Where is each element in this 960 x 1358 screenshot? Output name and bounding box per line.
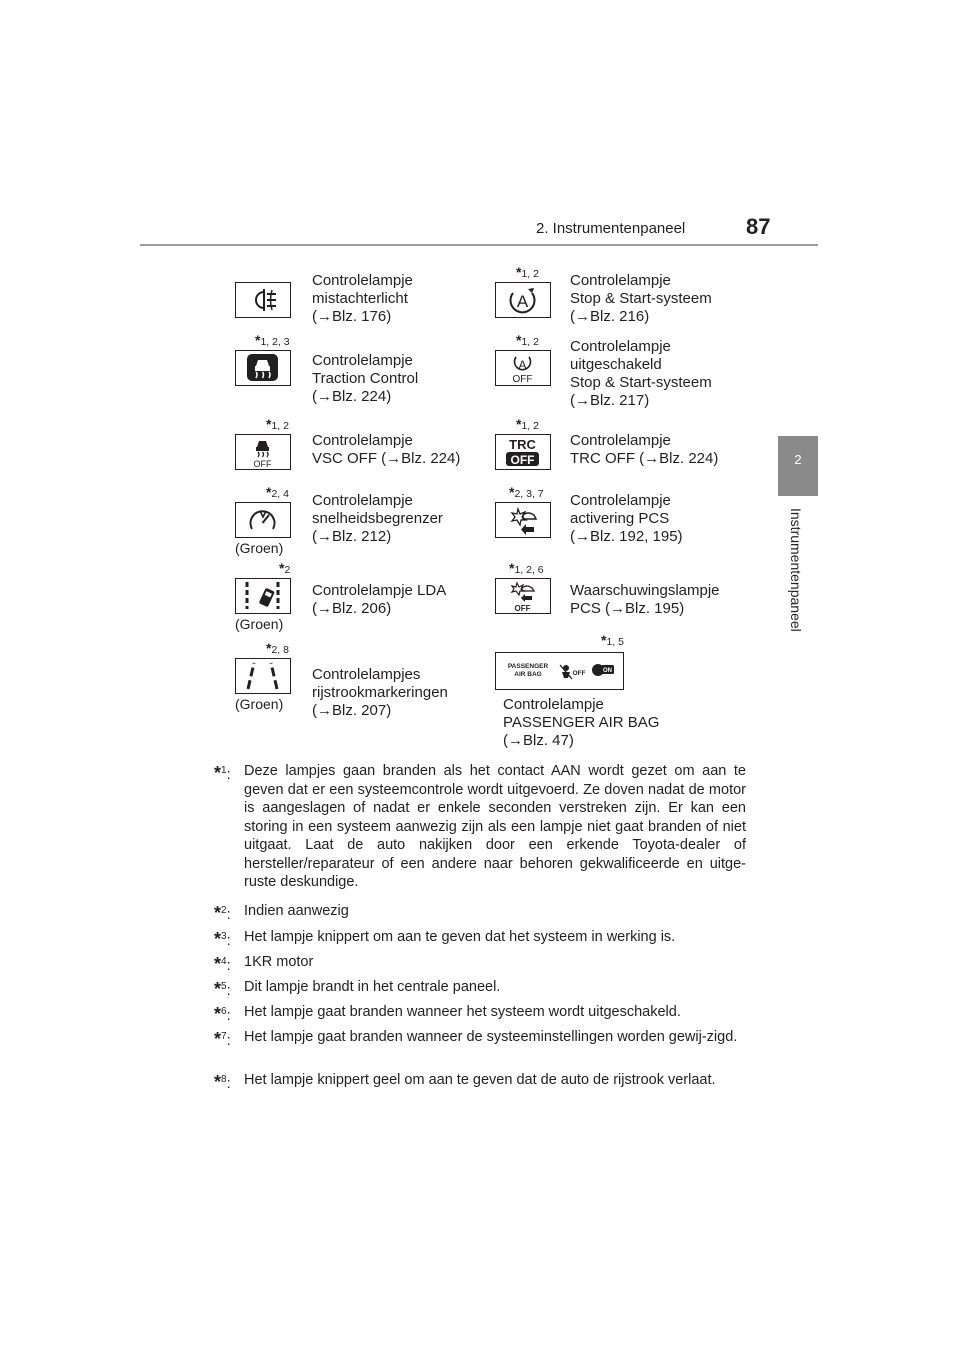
indicator-color-note: (Groen) xyxy=(235,696,284,712)
indicator-note: *2, 8 xyxy=(266,640,289,656)
indicator-text-pcs-activation: Controlelampje activering PCS (→Blz. 192, 195) xyxy=(570,492,683,545)
svg-text:OFF: OFF xyxy=(512,374,533,384)
indicator-text-pcs-warning: Waarschuwingslampje PCS (→Blz. 195) xyxy=(570,582,720,617)
svg-text:OFF: OFF xyxy=(572,670,586,677)
indicator-note: *1, 2, 3 xyxy=(255,332,290,348)
footnote-7: *$^7$: Het lampje gaat branden wanneer de systeeminstellingen worden gewij-zigd. xyxy=(214,1028,738,1049)
svg-text:TRC: TRC xyxy=(509,437,536,452)
indicator-note: *1, 2, 6 xyxy=(509,560,544,576)
indicator-note: *2, 3, 7 xyxy=(509,484,544,500)
chapter-tab-label xyxy=(786,508,810,638)
stop-start-off-icon xyxy=(495,350,551,386)
indicator-note: *1, 2 xyxy=(516,264,539,280)
footnote-2: *$^2$: Indien aanwezig xyxy=(214,902,349,923)
indicator-color-note: (Groen) xyxy=(235,540,284,556)
chapter-tab xyxy=(778,436,818,496)
pcs-activation-icon xyxy=(495,502,551,538)
indicator-text-lane-markings: Controlelampjes rijstrookmarkeringen (→Blz. 207) xyxy=(312,666,448,719)
indicator-note: *1, 2 xyxy=(516,332,539,348)
indicator-note: *1, 2 xyxy=(266,416,289,432)
footnote-3: *$^3$: Het lampje knippert om aan te geven dat het systeem in werking is. xyxy=(214,928,676,949)
indicator-text-stop-start: Controlelampje Stop & Start-systeem (→Blz. 216) xyxy=(570,272,712,325)
indicator-text-trc-off: Controlelampje TRC OFF (→Blz. 224) xyxy=(570,432,719,467)
indicator-text-traction-control: Controlelampje Traction Control (→Blz. 224) xyxy=(312,352,419,405)
svg-text:OFF: OFF xyxy=(510,453,535,467)
svg-text:A: A xyxy=(518,358,527,372)
footnote-6: *$^6$: Het lampje gaat branden wanneer het systeem wordt uitgeschakeld. xyxy=(214,1003,681,1024)
indicator-text-speed-limiter: Controlelampje snelheidsbegrenzer (→Blz. 212) xyxy=(312,492,443,545)
lane-marking-icon xyxy=(235,658,291,694)
footnote-8: *$^8$: Het lampje knippert geel om aan te geven dat de auto de rijstrook verlaat. xyxy=(214,1071,716,1092)
rear-fog-light-icon xyxy=(235,282,291,318)
speed-limiter-icon xyxy=(235,502,291,538)
svg-text:PASSENGER: PASSENGER xyxy=(507,663,549,670)
indicator-color-note: (Groen) xyxy=(235,616,284,632)
indicator-note: *2 xyxy=(279,560,291,576)
indicator-text-lda: Controlelampje LDA (→Blz. 206) xyxy=(312,582,447,617)
svg-text:AIR BAG: AIR BAG xyxy=(514,671,542,678)
chapter-number: 2 xyxy=(794,452,802,467)
stop-start-icon xyxy=(495,282,551,318)
trc-off-icon xyxy=(495,434,551,470)
indicator-note: *1, 2 xyxy=(516,416,539,432)
traction-control-icon xyxy=(235,350,291,386)
footnote-1: *$^1$: Deze lampjes gaan branden als het contact AAN wordt gezet om aan te geven dat er een systeemcontrole wordt uitgevoerd. Ze doven nadat de motor is aangeslagen of nadat er enkele seconden verstreken zijn. Er kan een storing in een systeem aanwezig zijn als een lampje niet gaat branden of niet uitgaat. Laat de auto nakijken door een erkende Toyota-dealer of hersteller/reparateur of een andere naar behoren gekwalificeerde en uitge-ruste deskundige. xyxy=(214,762,746,890)
footnote-4: *$^4$: 1KR motor xyxy=(214,953,314,974)
indicator-text-vsc-off: Controlelampje VSC OFF (→Blz. 224) xyxy=(312,432,461,467)
svg-text:ON: ON xyxy=(603,668,612,674)
pcs-warning-icon xyxy=(495,578,551,614)
footnote-5: *$^5$: Dit lampje brandt in het centrale paneel. xyxy=(214,978,501,999)
lda-icon xyxy=(235,578,291,614)
indicator-note: *1, 5 xyxy=(601,632,624,648)
svg-text:A: A xyxy=(516,292,529,311)
svg-text:OFF: OFF xyxy=(514,604,531,612)
section-title: 2. Instrumentenpaneel xyxy=(536,220,686,237)
svg-text:OFF: OFF xyxy=(253,459,272,468)
indicator-text-stop-start-off: Controlelampje uitgeschakeld Stop & Start-systeem (→Blz. 217) xyxy=(570,338,712,409)
indicator-text-rear-fog: Controlelampje mistachterlicht (→Blz. 176) xyxy=(312,272,413,325)
vsc-off-icon xyxy=(235,434,291,470)
page-number: 87 xyxy=(746,214,771,239)
indicator-note: *2, 4 xyxy=(266,484,289,500)
passenger-airbag-icon xyxy=(495,652,624,690)
chapter-label-text: Instrumentenpaneel xyxy=(788,508,804,632)
header-divider xyxy=(140,244,818,246)
indicator-text-passenger-airbag: Controlelampje PASSENGER AIR BAG (→Blz. 47) xyxy=(503,696,660,749)
